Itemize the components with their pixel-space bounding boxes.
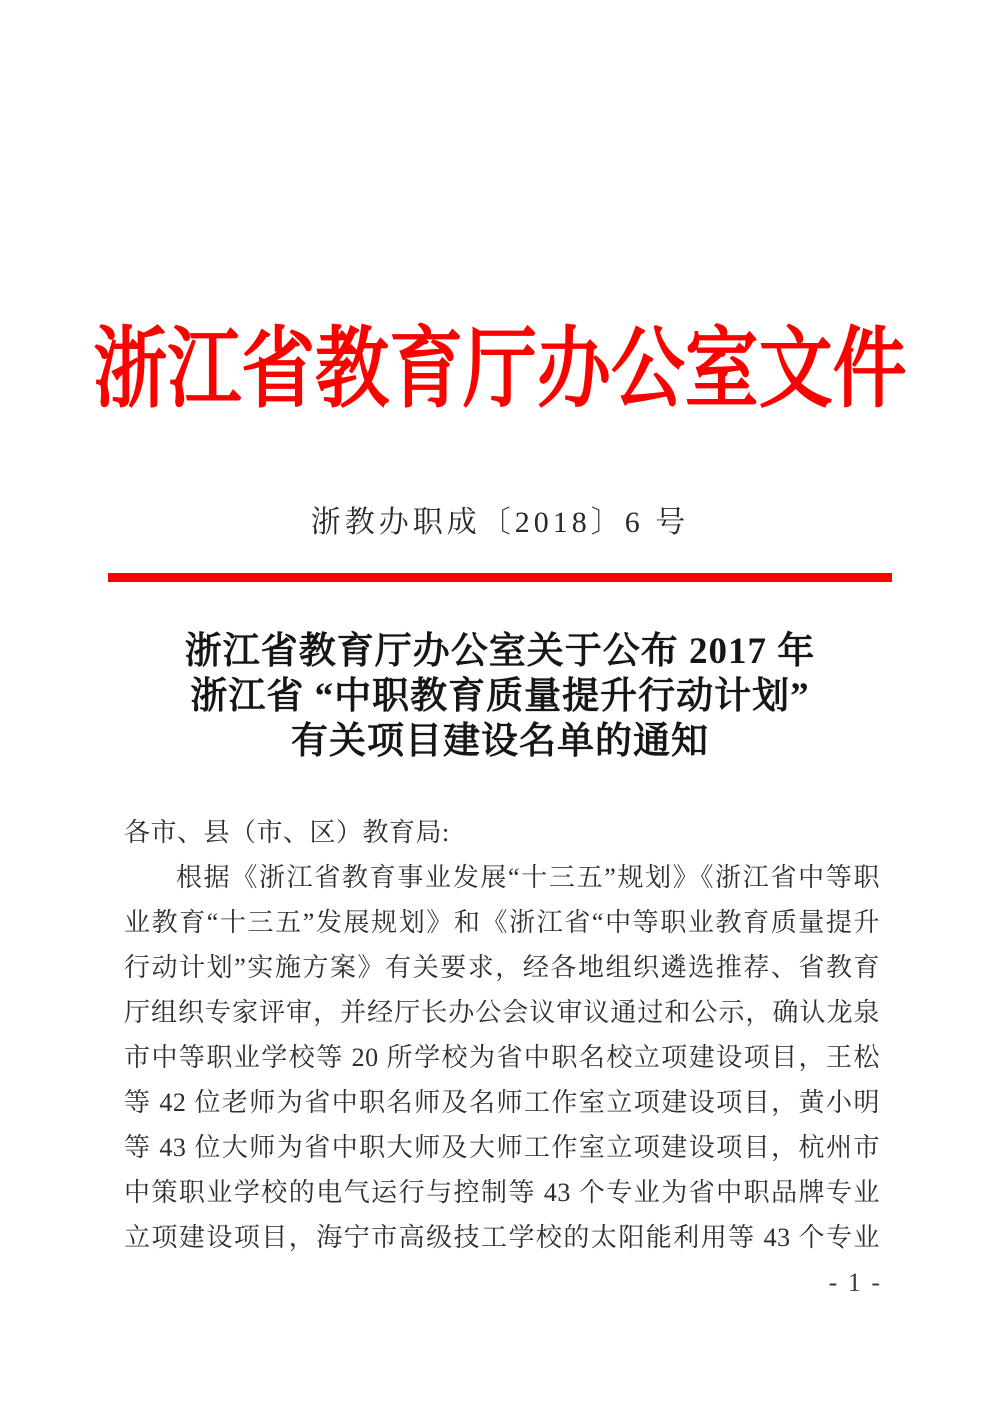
red-divider-line [108,573,892,582]
body-line: 中策职业学校的电气运行与控制等 43 个专业为省中职品牌专业 [124,1178,880,1207]
document-number: 浙教办职成〔2018〕6 号 [310,506,690,539]
body-line: 立项建设项目，海宁市高级技工学校的太阳能利用等 43 个专业 [124,1223,880,1252]
salutation: 各市、县（市、区）教育局: [124,818,450,847]
page-number: - 1 - [828,1268,882,1297]
notice-title [0,629,1000,764]
body-line: 根据《浙江省教育事业发展“十三五”规划》《浙江省中等职 [176,863,880,892]
notice-body [124,810,880,1260]
notice-title-line-2: 浙江省 “中职教育质量提升行动计划” [190,676,810,717]
body-line: 厅组织专家评审，并经厅长办公会议审议通过和公示，确认龙泉 [124,998,880,1027]
body-line: 行动计划”实施方案》有关要求，经各地组织遴选推荐、省教育 [124,953,880,982]
letterhead-org-title: 浙江省教育厅办公室文件 [93,322,907,419]
body-line: 等 43 位大师为省中职大师及大师工作室立项建设项目，杭州市 [124,1133,880,1162]
body-line: 等 42 位老师为省中职名师及名师工作室立项建设项目，黄小明 [124,1088,880,1117]
body-line: 业教育“十三五”发展规划》和《浙江省“中等职业教育质量提升 [124,908,880,937]
notice-title-line-3: 有关项目建设名单的通知 [291,721,709,762]
body-line: 市中等职业学校等 20 所学校为省中职名校立项建设项目，王松 [124,1043,880,1072]
notice-title-line-1: 浙江省教育厅办公室关于公布 2017 年 [184,631,816,672]
